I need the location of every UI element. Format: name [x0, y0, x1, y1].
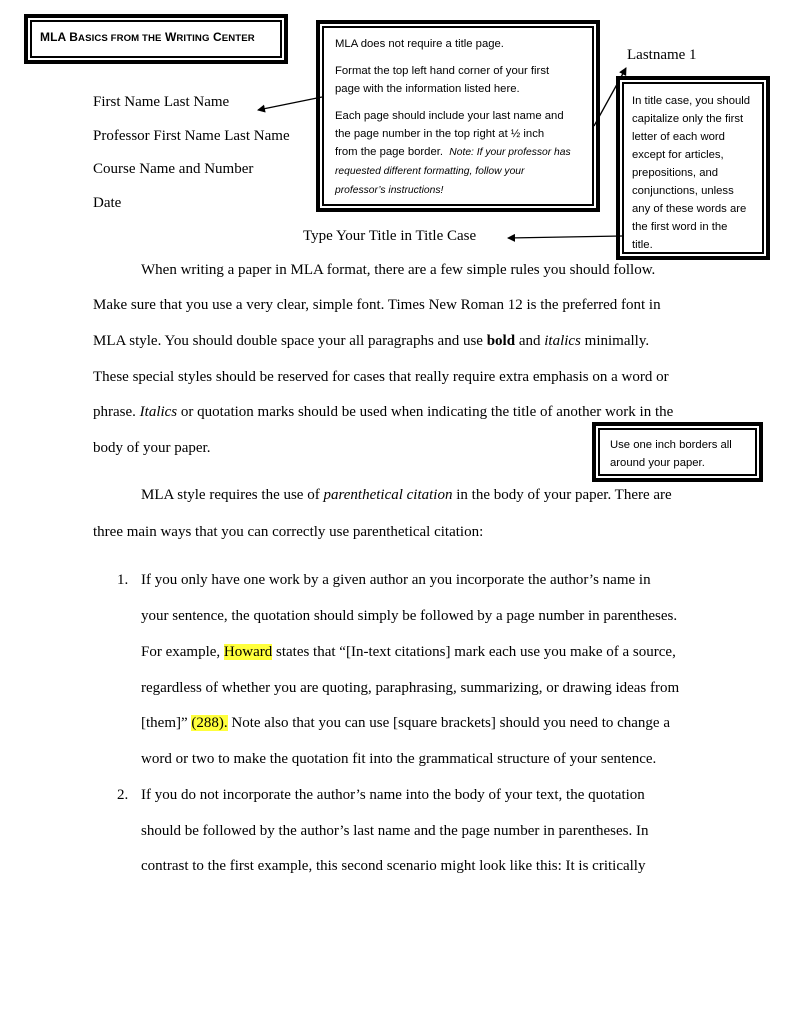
- document-title: MLA BASICS FROM THE WRITING CENTER: [40, 30, 255, 44]
- callout-text: [335, 181, 582, 200]
- callout-text: prepositions, and: [632, 167, 719, 179]
- callout-text: around your paper.: [610, 457, 705, 469]
- list-item-line: If you do not incorporate the author’s name into the body of your text, the quotation: [141, 787, 645, 803]
- callout-text: page with the information listed here.: [335, 83, 520, 95]
- border-callout: [598, 428, 757, 476]
- heading-student-name: First Name Last Name: [93, 94, 230, 110]
- list-item-line: If you only have one work by a given author an you incorporate the author’s name in: [141, 572, 651, 588]
- callout-note: requested different formatting, follow your: [335, 166, 525, 177]
- list-number: 1.: [117, 572, 129, 588]
- callout-text: title.: [632, 239, 653, 251]
- callout-text: MLA does not require a title page.: [335, 38, 504, 50]
- list-item-line: regardless of whether you are quoting, paraphrasing, summarizing, or drawing ideas from: [141, 680, 680, 696]
- list-item-line: your sentence, the quotation should simply be followed by a page number in parentheses.: [141, 608, 678, 624]
- paragraph-line: phrase. Italics or quotation marks should be used when indicating the title of another work in the: [93, 404, 674, 420]
- callout-text: Each page should include your last name and: [335, 110, 564, 122]
- paragraph-line: These special styles should be reserved for cases that really require extra emphasis on a word or: [93, 369, 669, 385]
- list-item-line: For example, Howard states that “[In-text citations] mark each use you make of a source,: [141, 644, 676, 660]
- arrow-to-title: [508, 236, 622, 238]
- callout-text: any of these words are: [632, 203, 747, 215]
- highlighted-citation: (288).: [191, 715, 228, 731]
- list-item-line: contrast to the first example, this second scenario might look like this: It is critically: [141, 858, 646, 874]
- header-format-callout: [322, 26, 594, 206]
- list-item-line: should be followed by the author’s last name and the page number in parentheses. In: [141, 823, 649, 839]
- callout-text: from the page border. Note: If your professor has: [335, 146, 571, 158]
- paragraph-line: MLA style. You should double space your all paragraphs and use bold and italics minimally.: [93, 333, 650, 349]
- paragraph-line: Make sure that you use a very clear, simple font. Times New Roman 12 is the preferred font in: [93, 297, 661, 313]
- callout-note: professor’s instructions!: [335, 185, 444, 196]
- callout-text: Format the top left hand corner of your first: [335, 65, 550, 77]
- callout-text: [335, 162, 582, 181]
- paragraph-line: MLA style requires the use of parenthetical citation in the body of your paper. There are: [141, 487, 672, 503]
- heading-course: Course Name and Number: [93, 161, 254, 177]
- callout-note: Note: If your professor has: [449, 147, 571, 158]
- document-title-box: [30, 20, 282, 58]
- list-item-line: word or two to make the quotation fit into the grammatical structure of your sentence.: [141, 751, 657, 767]
- list-number: 2.: [117, 787, 129, 803]
- highlighted-author: Howard: [223, 644, 273, 660]
- callout-text: the page number in the top right at ½ inch: [335, 128, 545, 140]
- callout-text: letter of each word: [632, 131, 725, 143]
- paragraph-line: body of your paper.: [93, 440, 211, 456]
- heading-date: Date: [93, 195, 122, 211]
- callout-text: the first word in the: [632, 221, 728, 233]
- callout-text: capitalize only the first: [632, 113, 744, 125]
- paragraph-line: three main ways that you can correctly use parenthetical citation:: [93, 524, 484, 540]
- running-head: Lastname 1: [627, 47, 697, 63]
- callout-text: except for articles,: [632, 149, 724, 161]
- heading-professor: Professor First Name Last Name: [93, 128, 290, 144]
- arrow-to-heading: [258, 97, 322, 110]
- callout-text: In title case, you should: [632, 95, 751, 107]
- list-item-line: [them]” (288). Note also that you can use [square brackets] should you need to change a: [141, 715, 670, 731]
- paragraph-line: When writing a paper in MLA format, there are a few simple rules you should follow.: [141, 262, 656, 278]
- callout-text: conjunctions, unless: [632, 185, 734, 197]
- callout-text: Use one inch borders all: [610, 439, 732, 451]
- title-case-callout: [622, 82, 764, 254]
- paper-title: Type Your Title in Title Case: [303, 228, 477, 244]
